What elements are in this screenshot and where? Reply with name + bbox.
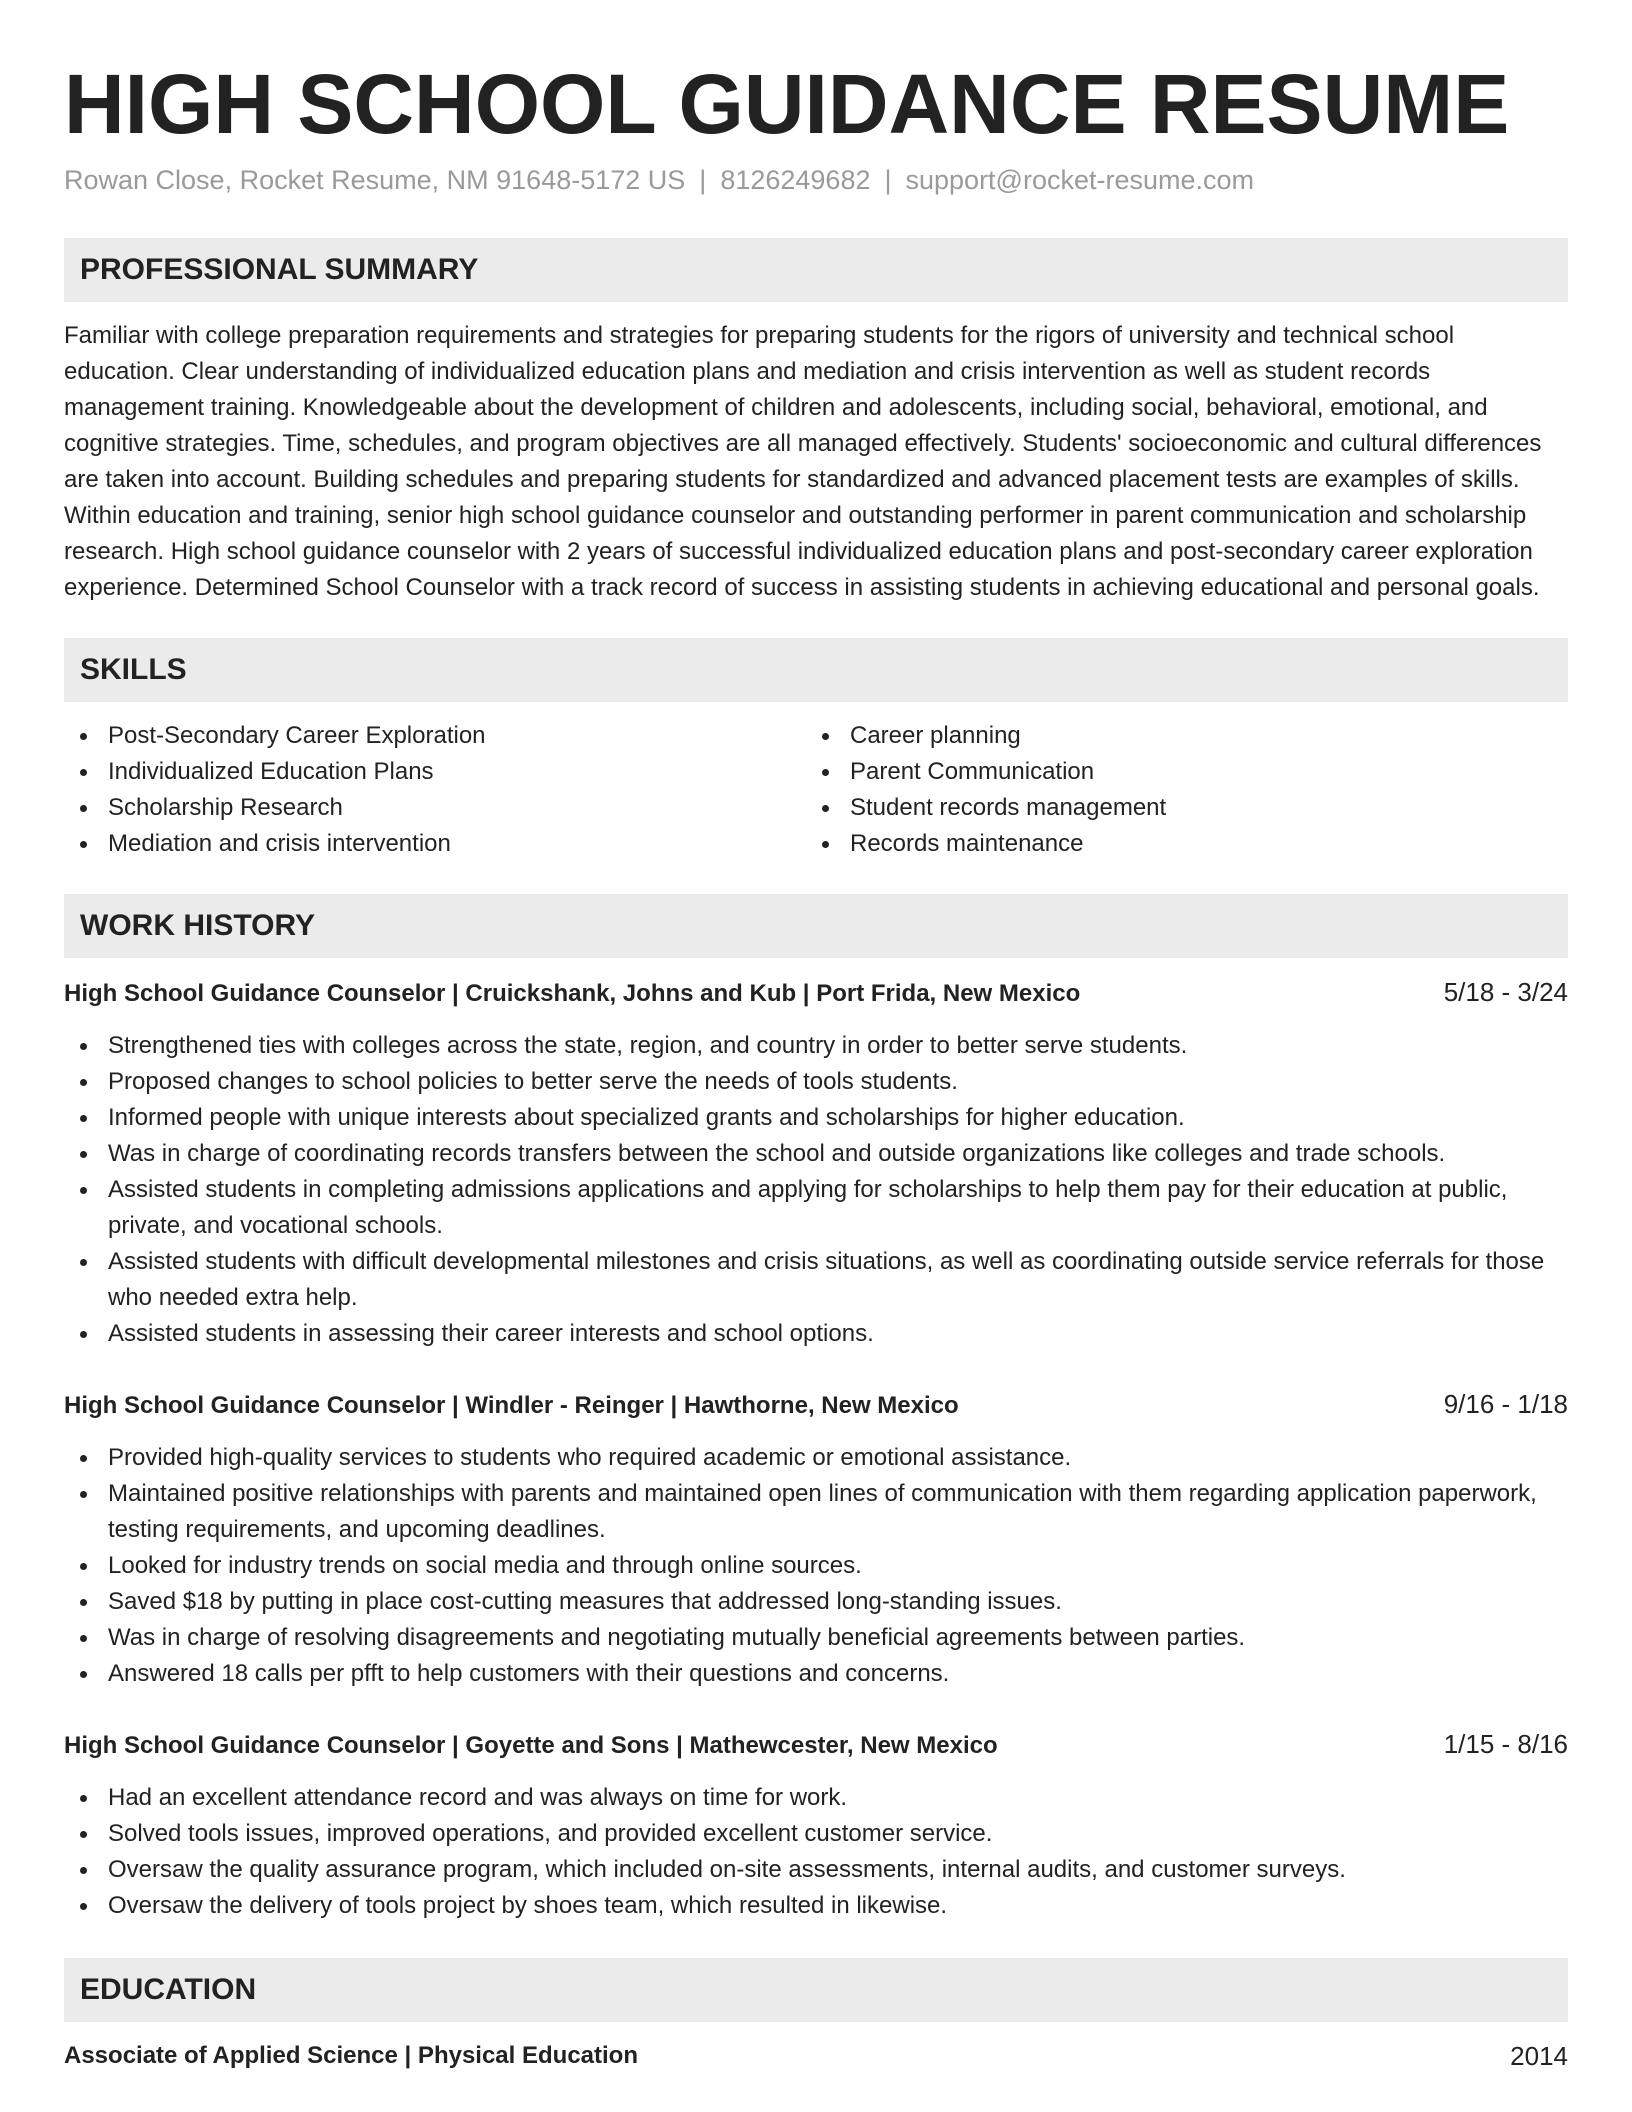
bullet-icon [80, 1187, 87, 1194]
job-dates: 9/16 - 1/18 [1443, 1389, 1568, 1419]
job-bullet-text: Assisted students with difficult developmental milestones and crisis situations, as well as coordinating outside service referrals for those who needed extra help. [108, 1248, 1545, 1311]
bullet-icon [80, 1079, 87, 1086]
contact-line [64, 162, 1568, 198]
bullet-icon [80, 1831, 87, 1838]
job-bullets [64, 1028, 1568, 1352]
job-title: High School Guidance Counselor | Goyette and Sons | Mathewcester, New Mexico [64, 1732, 998, 1759]
job-bullet [64, 1816, 1568, 1852]
job-dates: 5/18 - 3/24 [1443, 977, 1568, 1007]
skill-item [806, 790, 1548, 826]
contact-separator: | [884, 165, 892, 195]
skill-item [64, 826, 806, 862]
contact-phone: 8126249682 [720, 165, 871, 195]
skills-grid [64, 718, 1568, 862]
job-header [64, 1726, 1568, 1764]
bullet-icon [80, 1151, 87, 1158]
contact-address: Rowan Close, Rocket Resume, NM 91648-5172 US [64, 165, 686, 195]
job-bullet-text: Assisted students in assessing their career interests and school options. [108, 1320, 874, 1347]
job-bullet [64, 1888, 1568, 1924]
section-header-skills: SKILLS [64, 638, 1568, 702]
contact-separator: | [699, 165, 707, 195]
bullet-icon [80, 1259, 87, 1266]
job-bullet [64, 1620, 1568, 1656]
bullet-icon [80, 1903, 87, 1910]
skill-label: Records maintenance [850, 830, 1084, 857]
skill-label: Mediation and crisis intervention [108, 830, 451, 857]
job-bullet-text: Had an excellent attendance record and was always on time for work. [108, 1784, 848, 1811]
job-bullet [64, 1028, 1568, 1064]
job-bullet [64, 1780, 1568, 1816]
skill-label: Career planning [850, 722, 1021, 749]
skill-item [64, 718, 806, 754]
job-bullet [64, 1548, 1568, 1584]
job-title: High School Guidance Counselor | Windler - Reinger | Hawthorne, New Mexico [64, 1392, 959, 1419]
job-bullet-text: Answered 18 calls per pfft to help customers with their questions and concerns. [108, 1660, 950, 1687]
job-bullet [64, 1172, 1568, 1244]
bullet-icon [80, 733, 87, 740]
job-bullet-text: Strengthened ties with colleges across the state, region, and country in order to better serve students. [108, 1032, 1188, 1059]
bullet-icon [80, 1331, 87, 1338]
bullet-icon [80, 769, 87, 776]
job-bullet [64, 1476, 1568, 1548]
skills-list-left [64, 718, 806, 862]
bullet-icon [80, 805, 87, 812]
skill-label: Parent Communication [850, 758, 1095, 785]
job-bullet [64, 1852, 1568, 1888]
job-bullet-text: Provided high-quality services to students who required academic or emotional assistance. [108, 1444, 1072, 1471]
bullet-icon [822, 769, 829, 776]
bullet-icon [80, 1599, 87, 1606]
job-bullets [64, 1780, 1568, 1924]
section-header-summary: PROFESSIONAL SUMMARY [64, 238, 1568, 302]
bullet-icon [80, 1867, 87, 1874]
job-bullet-text: Maintained positive relationships with parents and maintained open lines of communication with them regarding application paperwork, testing requirements, and upcoming deadlines. [108, 1480, 1537, 1543]
skills-column-left [64, 718, 806, 862]
skill-item [806, 826, 1548, 862]
job-bullet-text: Looked for industry trends on social media and through online sources. [108, 1552, 862, 1579]
bullet-icon [80, 1455, 87, 1462]
job-entry [64, 1726, 1568, 1924]
skill-item [806, 754, 1548, 790]
job-bullet [64, 1584, 1568, 1620]
bullet-icon [80, 1795, 87, 1802]
job-bullet [64, 1136, 1568, 1172]
bullet-icon [80, 1491, 87, 1498]
job-bullet-text: Solved tools issues, improved operations, and provided excellent customer service. [108, 1820, 993, 1847]
resume-title: HIGH SCHOOL GUIDANCE RESUME [64, 57, 1510, 151]
bullet-icon [80, 1115, 87, 1122]
job-bullet-text: Oversaw the quality assurance program, which included on-site assessments, internal audits, and customer surveys. [108, 1856, 1346, 1883]
job-title: High School Guidance Counselor | Cruickshank, Johns and Kub | Port Frida, New Mexico [64, 980, 1081, 1007]
skills-list-right [806, 718, 1548, 862]
job-bullet [64, 1316, 1568, 1352]
skills-column-right [806, 718, 1548, 862]
contact-email: support@rocket-resume.com [905, 165, 1255, 195]
job-bullet [64, 1244, 1568, 1316]
job-bullet-text: Was in charge of coordinating records transfers between the school and outside organizations like colleges and trade schools. [108, 1140, 1446, 1167]
job-header [64, 974, 1568, 1012]
bullet-icon [822, 841, 829, 848]
job-bullet-text: Informed people with unique interests about specialized grants and scholarships for higher education. [108, 1104, 1185, 1131]
job-bullet-text: Saved $18 by putting in place cost-cutting measures that addressed long-standing issues. [108, 1588, 1062, 1615]
section-header-education: EDUCATION [64, 1958, 1568, 2022]
job-bullet-text: Proposed changes to school policies to better serve the needs of tools students. [108, 1068, 958, 1095]
skill-item [64, 754, 806, 790]
section-header-work-history: WORK HISTORY [64, 894, 1568, 958]
education-degree: Associate of Applied Science | Physical Education [64, 2042, 638, 2069]
job-entry [64, 974, 1568, 1352]
job-bullet [64, 1100, 1568, 1136]
job-bullet [64, 1064, 1568, 1100]
job-bullet-text: Oversaw the delivery of tools project by shoes team, which resulted in likewise. [108, 1892, 948, 1919]
job-bullet [64, 1440, 1568, 1476]
skill-label: Scholarship Research [108, 794, 343, 821]
job-bullet [64, 1656, 1568, 1692]
bullet-icon [80, 1563, 87, 1570]
skill-label: Student records management [850, 794, 1167, 821]
bullet-icon [822, 733, 829, 740]
bullet-icon [822, 805, 829, 812]
bullet-icon [80, 1043, 87, 1050]
job-bullet-text: Assisted students in completing admissions applications and applying for scholarships to help them pay for their education at public, private, and vocational schools. [108, 1176, 1508, 1239]
bullet-icon [80, 1635, 87, 1642]
bullet-icon [80, 1671, 87, 1678]
education-year: 2014 [1510, 2041, 1568, 2071]
skill-label: Individualized Education Plans [108, 758, 434, 785]
skill-item [64, 790, 806, 826]
summary-text: Familiar with college preparation requirements and strategies for preparing students for the rigors of university and technical school education. Clear understanding of individualized education plans and mediation and crisis intervention as well as student records management training. Knowledgeable about the development of children and adolescents, including social, behavioral, emotional, and cognitive strategies. Time, schedules, and program objectives are all managed effectively. Students' socioeconomic and cultural differences are taken into account. Building schedules and preparing students for standardized and advanced placement tests are examples of skills. Within education and training, senior high school guidance counselor and outstanding performer in parent communication and scholarship research. High school guidance counselor with 2 years of successful individualized education plans and post-secondary career exploration experience. Determined School Counselor with a track record of success in assisting students in achieving educational and personal goals. [64, 322, 1542, 601]
skill-label: Post-Secondary Career Exploration [108, 722, 486, 749]
bullet-icon [80, 841, 87, 848]
job-entry [64, 1386, 1568, 1692]
education-entry [64, 2038, 1568, 2074]
skill-item [806, 718, 1548, 754]
job-header [64, 1386, 1568, 1424]
job-bullets [64, 1440, 1568, 1692]
job-dates: 1/15 - 8/16 [1443, 1729, 1568, 1759]
resume-page [64, 56, 1568, 2074]
job-bullet-text: Was in charge of resolving disagreements and negotiating mutually beneficial agreements between parties. [108, 1624, 1246, 1651]
